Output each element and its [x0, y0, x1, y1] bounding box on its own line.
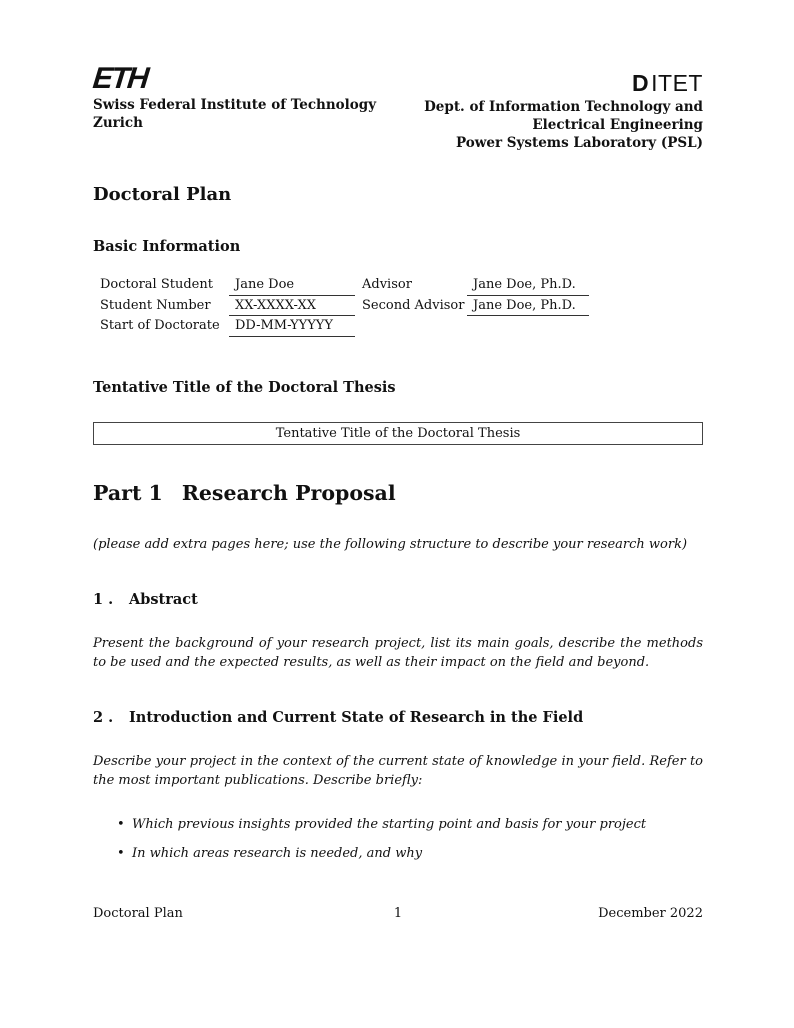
section-1-heading — [93, 591, 703, 608]
institution-name-line: Swiss Federal Institute of Technology — [93, 97, 377, 113]
section-1-number: 1 . — [93, 590, 114, 608]
field-label-start-of-doctorate: Start of Doctorate — [100, 318, 220, 333]
tentative-title-heading: Tentative Title of the Doctoral Thesis — [93, 378, 396, 396]
department-line-2: Electrical Engineering — [532, 117, 703, 133]
bullet-icon — [117, 816, 132, 834]
bullet-text: Which previous insights provided the starting point and basis for your project — [132, 816, 647, 832]
field-value-student-number: XX-XXXX-XX — [229, 296, 355, 317]
page-footer — [93, 906, 703, 921]
section-2-bullet-list — [93, 816, 703, 863]
page-content — [93, 64, 703, 874]
department-line-1: Dept. of Information Technology and — [424, 99, 703, 115]
eth-logo: ETH — [91, 62, 149, 95]
section-2-heading — [93, 709, 703, 726]
part1-title: Research Proposal — [181, 480, 396, 505]
table-row — [100, 316, 703, 337]
basic-information-heading: Basic Information — [93, 238, 241, 255]
department-line-3: Power Systems Laboratory (PSL) — [455, 135, 703, 151]
section-1-body: Present the background of your research project, list its main goals, describe the methods to be used and the expected results, as well as their impact on the field and beyond. — [93, 635, 703, 670]
field-label-second-advisor: Second Advisor — [362, 297, 465, 313]
section-1-title: Abstract — [129, 590, 198, 608]
list-item — [93, 845, 703, 863]
footer-document-name: Doctoral Plan — [93, 906, 183, 921]
section-2-number: 2 . — [93, 708, 114, 726]
field-value-advisor: Jane Doe, Ph.D. — [467, 275, 589, 296]
field-label-doctoral-student: Doctoral Student — [100, 277, 213, 292]
tentative-title-box: Tentative Title of the Doctoral Thesis — [93, 422, 703, 445]
field-value-second-advisor: Jane Doe, Ph.D. — [467, 296, 589, 317]
footer-date: December 2022 — [598, 906, 703, 921]
bullet-icon — [117, 845, 132, 863]
part1-number: Part 1 — [93, 480, 163, 505]
basic-information-table — [93, 275, 703, 337]
ditet-logo-itet: ITET — [651, 70, 703, 96]
ditet-logo — [424, 70, 703, 96]
header-department-block — [424, 64, 703, 152]
document-title: Doctoral Plan — [93, 184, 232, 205]
section-2-title: Introduction and Current State of Research in the Field — [129, 708, 584, 726]
footer-page-number: 1 — [393, 906, 403, 921]
bullet-text: In which areas research is needed, and why — [132, 845, 423, 861]
part1-heading — [93, 481, 703, 505]
table-row — [100, 275, 703, 296]
list-item — [93, 816, 703, 834]
field-label-advisor: Advisor — [362, 277, 412, 292]
field-value-start-of-doctorate: DD-MM-YYYYY — [229, 316, 355, 337]
header-institution-block — [93, 64, 376, 132]
field-label-student-number: Student Number — [100, 297, 211, 313]
field-value-doctoral-student: Jane Doe — [229, 275, 355, 296]
part1-instruction-note: (please add extra pages here; use the following structure to describe your research work) — [93, 536, 688, 552]
ditet-logo-d: D — [632, 70, 650, 96]
table-row — [100, 296, 703, 317]
page-header — [93, 64, 703, 152]
institution-city-line: Zurich — [93, 115, 143, 131]
section-2-body: Describe your project in the context of the current state of knowledge in your field. Refer to the most important publications. Describe briefly: — [93, 753, 703, 788]
